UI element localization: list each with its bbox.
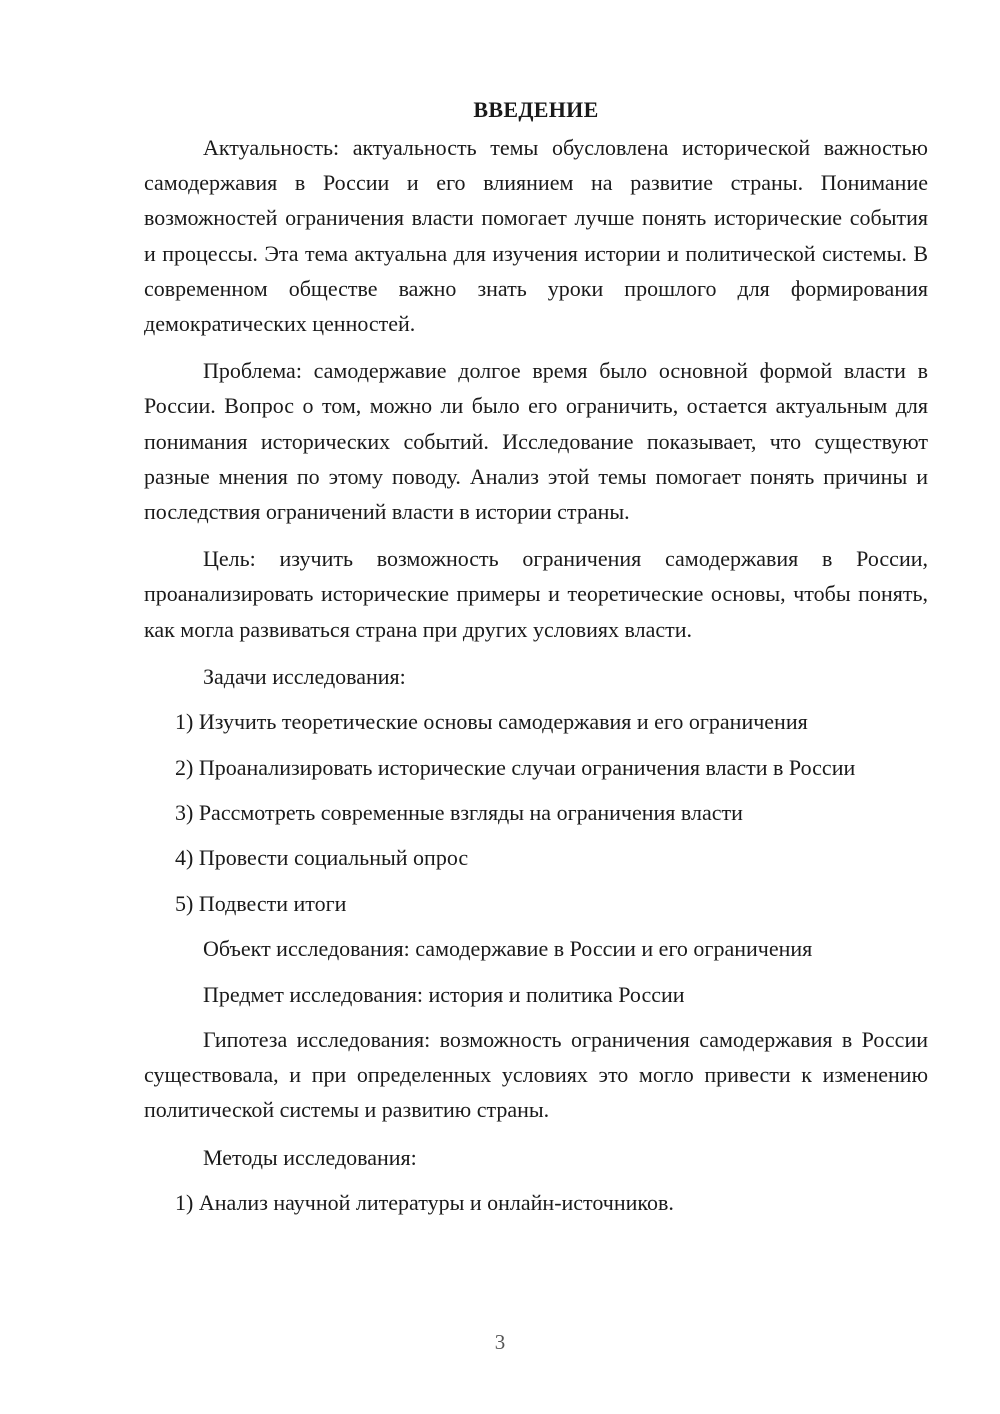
- tasks-label: Задачи исследования:: [203, 663, 406, 689]
- section-heading: ВВЕДЕНИЕ: [473, 97, 599, 122]
- document-page: [144, 92, 928, 1230]
- task-item: 3) Рассмотреть современные взгляды на ограничения власти: [175, 800, 743, 826]
- hypothesis-paragraph: Гипотеза исследования: возможность ограничения самодержавия в России существовала, и при определенных условиях это могло привести к изменению политической системы и развитию страны.: [144, 1026, 928, 1123]
- method-item: 1) Анализ научной литературы и онлайн-источников.: [175, 1189, 674, 1215]
- page-number: 3: [494, 1330, 506, 1354]
- task-item: 4) Провести социальный опрос: [175, 845, 469, 871]
- task-item: 1) Изучить теоретические основы самодержавия и его ограничения: [175, 709, 808, 735]
- problem-paragraph: Проблема: самодержавие долгое время было основной формой власти в России. Вопрос о том, можно ли было его ограничить, остается актуальным для понимания исторических событий. Исследование показывает, что существуют разные мнения по этому поводу. Анализ этой темы помогает понять причины и последствия ограничений власти в истории страны.: [144, 358, 928, 525]
- relevance-paragraph: Актуальность: актуальность темы обусловлена исторической важностью самодержавия в России и его влиянием на развитие страны. Понимание возможностей ограничения власти помогает лучше понять исторические события и процессы. Эта тема актуальна для изучения истории и политической системы. В современном обществе важно знать уроки прошлого для формирования демократических ценностей.: [144, 135, 928, 337]
- goal-paragraph: Цель: изучить возможность ограничения самодержавия в России, проанализировать исторические примеры и теоретические основы, чтобы понять, как могла развиваться страна при других условиях власти.: [144, 546, 928, 642]
- methods-label: Методы исследования:: [203, 1144, 417, 1170]
- subject-paragraph: Предмет исследования: история и политика России: [203, 981, 685, 1007]
- task-item: 5) Подвести итоги: [175, 890, 347, 916]
- object-paragraph: Объект исследования: самодержавие в России и его ограничения: [203, 936, 813, 962]
- task-item: 2) Проанализировать исторические случаи ограничения власти в России: [175, 754, 856, 780]
